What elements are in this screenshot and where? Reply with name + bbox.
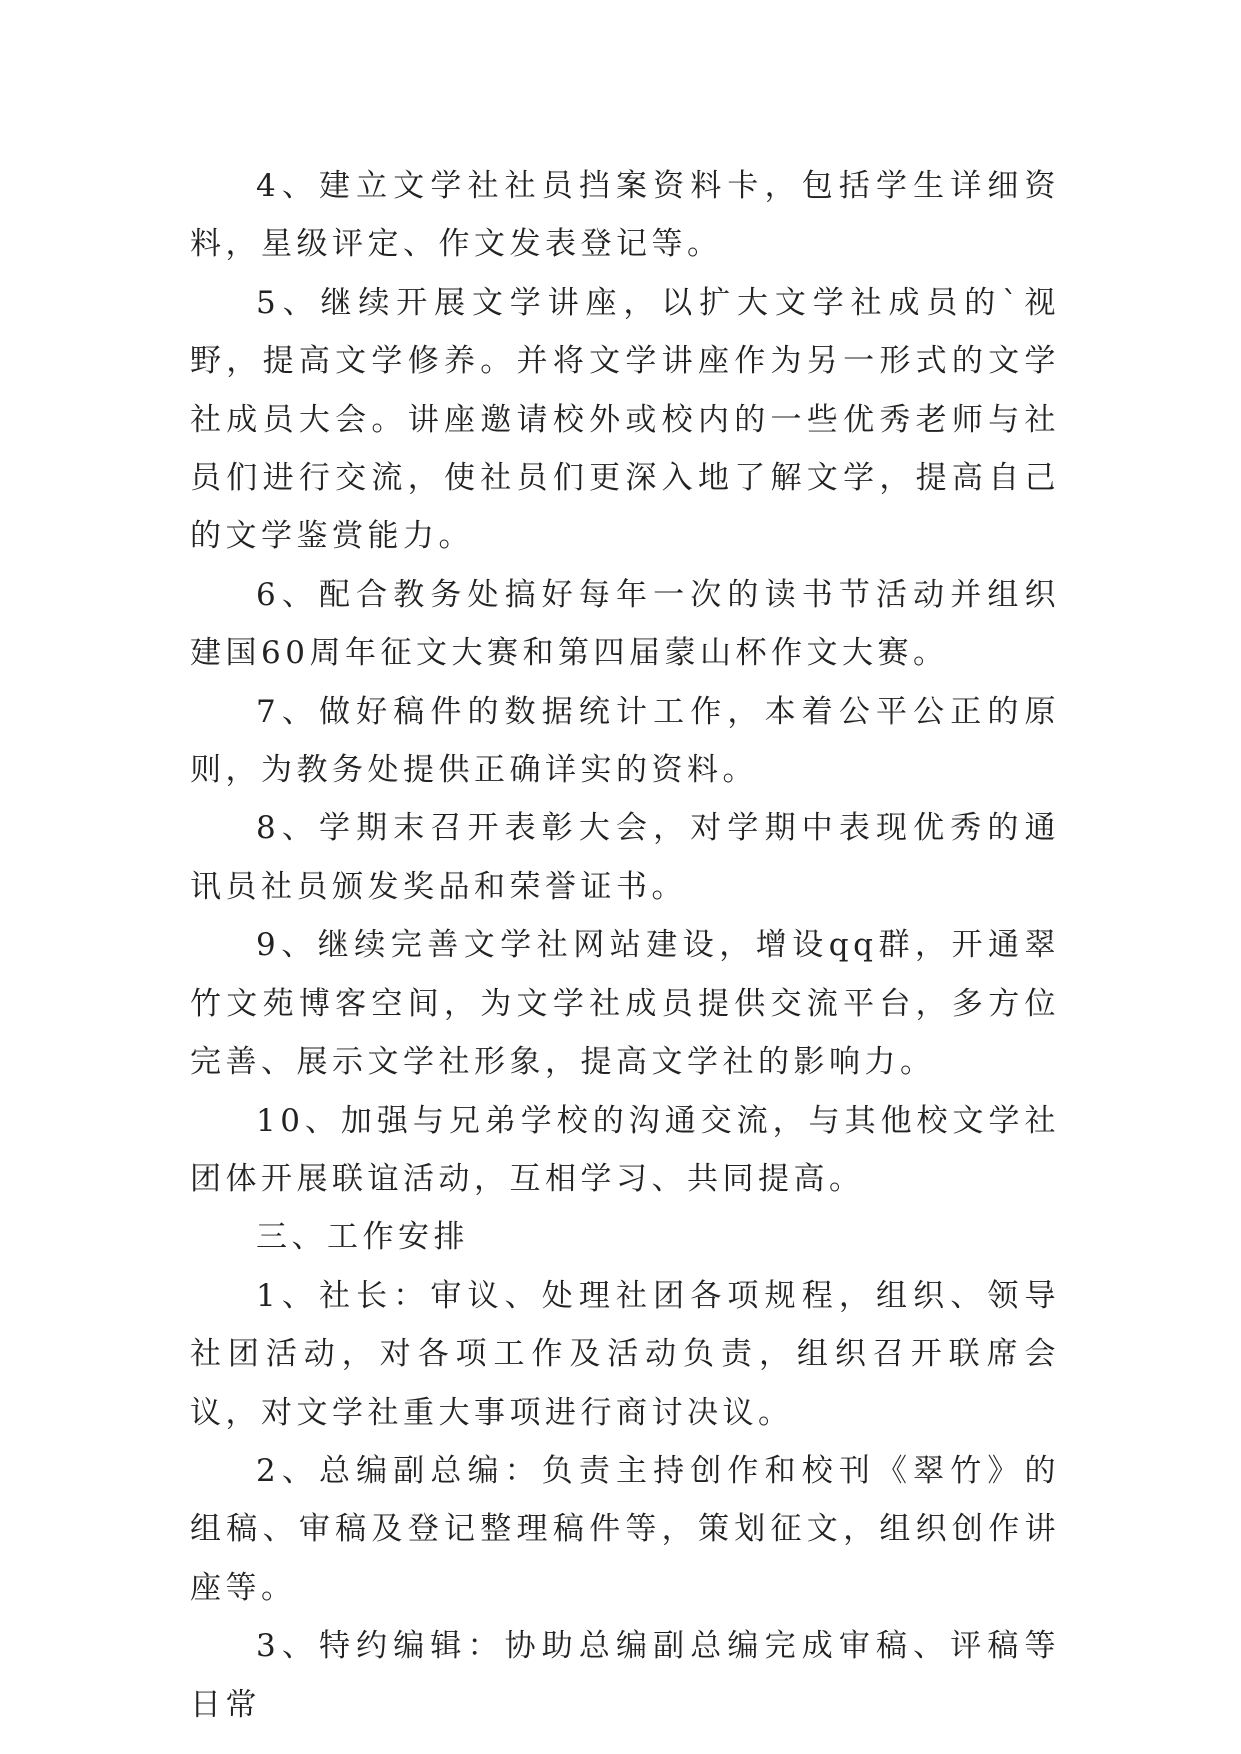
paragraph-item-7: 7、做好稿件的数据统计工作，本着公平公正的原则，为教务处提供正确详实的资料。 [190,693,1060,789]
paragraph-role-president: 1、社长：审议、处理社团各项规程，组织、领导社团活动，对各项工作及活动负责，组织召开联席会议，对文学社重大事项进行商讨决议。 [190,1277,1060,1431]
paragraph-role-editor-in-chief: 2、总编副总编：负责主持创作和校刊《翠竹》的组稿、审稿及登记整理稿件等，策划征文，组织创作讲座等。 [190,1452,1060,1606]
paragraph-item-5: 5、继续开展文学讲座，以扩大文学社成员的`视野，提高文学修养。并将文学讲座作为另一形式的文学社成员大会。讲座邀请校外或校内的一些优秀老师与社员们进行交流，使社员们更深入地了解文学，提高自己的文学鉴赏能力。 [190,284,1060,555]
document-body [190,157,1060,1734]
section-heading-work-arrangement: 三、工作安排 [256,1219,469,1256]
paragraph-item-6: 6、配合教务处搞好每年一次的读书节活动并组织建国60周年征文大赛和第四届蒙山杯作文大赛。 [190,576,1060,672]
paragraph-item-10: 10、加强与兄弟学校的沟通交流，与其他校文学社团体开展联谊活动，互相学习、共同提高。 [190,1102,1060,1197]
paragraph-item-8: 8、学期末召开表彰大会，对学期中表现优秀的通讯员社员颁发奖品和荣誉证书。 [190,810,1060,905]
paragraph-role-contributing-editor: 3、特约编辑：协助总编副总编完成审稿、评稿等日常 [190,1628,1060,1723]
paragraph-item-9: 9、继续完善文学社网站建设，增设qq群，开通翠竹文苑博客空间，为文学社成员提供交流平台，多方位完善、展示文学社形象，提高文学社的影响力。 [190,927,1060,1081]
paragraph-item-4: 4、建立文学社社员挡案资料卡，包括学生详细资料，星级评定、作文发表登记等。 [190,168,1060,263]
